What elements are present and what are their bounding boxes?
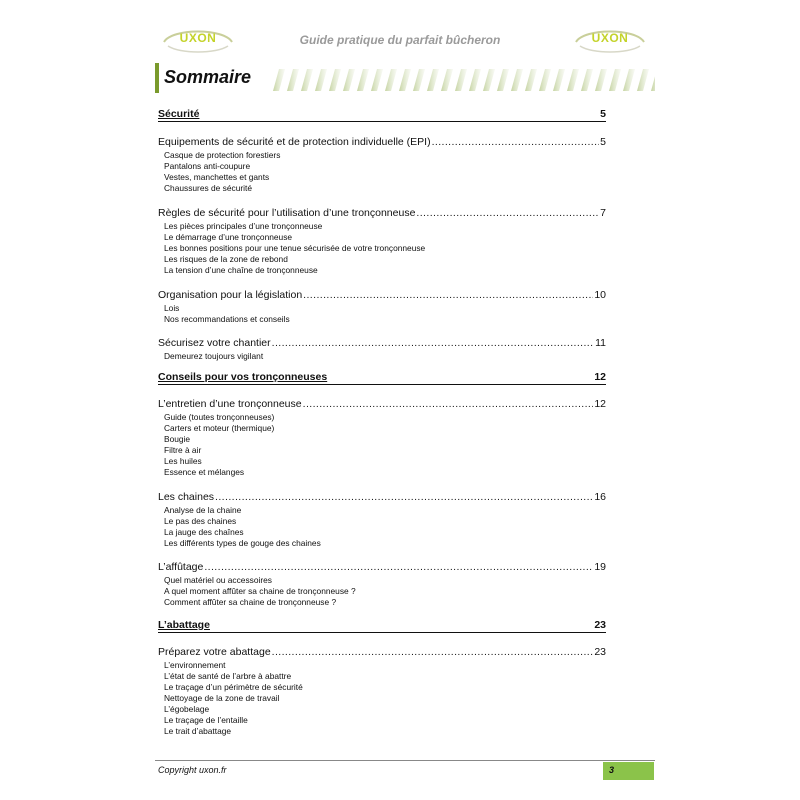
page-number: 3 bbox=[609, 765, 615, 775]
toc-subitem: L’environnement bbox=[164, 660, 226, 670]
toc-subitem: Essence et mélanges bbox=[164, 467, 245, 477]
toc-subitem: Bougie bbox=[164, 434, 191, 444]
toc-section[interactable] bbox=[158, 108, 606, 122]
sommaire-title: Sommaire bbox=[164, 67, 252, 87]
toc-entry[interactable] bbox=[158, 491, 606, 503]
toc-subitem: Le trait d’abattage bbox=[164, 726, 232, 736]
section-page: 5 bbox=[600, 108, 606, 120]
toc-subitem: Les bonnes positions pour une tenue sécurisée de votre tronçonneuse bbox=[164, 243, 426, 253]
toc-subitem: Les risques de la zone de rebond bbox=[164, 254, 288, 264]
toc-subitem: Le traçage de l’entaille bbox=[164, 715, 248, 725]
toc-entry[interactable] bbox=[158, 646, 606, 658]
toc-entry[interactable] bbox=[158, 207, 606, 219]
section-title: L’abattage bbox=[158, 619, 210, 631]
leader-dots bbox=[204, 561, 593, 573]
leader-dots bbox=[272, 337, 594, 349]
decorative-stripes bbox=[273, 69, 655, 91]
toc-subitem: Lois bbox=[164, 303, 180, 313]
copyright-text: Copyright uxon.fr bbox=[158, 765, 227, 775]
leader-dots bbox=[416, 207, 599, 219]
toc-section[interactable] bbox=[158, 619, 606, 633]
section-page: 23 bbox=[594, 619, 606, 631]
toc-subitem: Nos recommandations et conseils bbox=[164, 314, 290, 324]
toc-entry[interactable] bbox=[158, 398, 606, 410]
toc-subitem: Vestes, manchettes et gants bbox=[164, 172, 270, 182]
leader-dots bbox=[303, 289, 593, 301]
page-header bbox=[150, 22, 650, 62]
toc-subitem: Carters et moteur (thermique) bbox=[164, 423, 275, 433]
document-title: Guide pratique du parfait bûcheron bbox=[299, 33, 501, 47]
toc-subitem: L’égobelage bbox=[164, 704, 210, 714]
toc-entry[interactable] bbox=[158, 337, 606, 349]
entry-title: Règles de sécurité pour l’utilisation d’une tronçonneuse bbox=[158, 207, 416, 219]
leader-dots bbox=[215, 491, 593, 503]
entry-page: 16 bbox=[594, 491, 606, 503]
toc-subitem: Demeurez toujours vigilant bbox=[164, 351, 264, 361]
entry-page: 23 bbox=[594, 646, 606, 658]
logo-text: UXON bbox=[591, 31, 629, 45]
toc-entry[interactable] bbox=[158, 289, 606, 301]
entry-title: L’entretien d’une tronçonneuse bbox=[158, 398, 302, 410]
leader-dots bbox=[272, 646, 594, 658]
entry-page: 10 bbox=[594, 289, 606, 301]
toc-subitem: Analyse de la chaine bbox=[164, 505, 242, 515]
entry-page: 5 bbox=[600, 136, 606, 148]
leader-dots bbox=[432, 136, 600, 148]
entry-title: Préparez votre abattage bbox=[158, 646, 271, 658]
toc-subitem: Le démarrage d’une tronçonneuse bbox=[164, 232, 293, 242]
entry-title: Les chaines bbox=[158, 491, 215, 503]
entry-page: 11 bbox=[595, 337, 606, 349]
section-title: Conseils pour vos tronçonneuses bbox=[158, 371, 328, 383]
toc-section[interactable] bbox=[158, 371, 606, 385]
toc-subitem: Casque de protection forestiers bbox=[164, 150, 281, 160]
toc-subitem: Les huiles bbox=[164, 456, 202, 466]
entry-title: L’affûtage bbox=[158, 561, 204, 573]
leader-dots bbox=[303, 398, 594, 410]
entry-title: Equipements de sécurité et de protection individuelle (EPI) bbox=[158, 136, 431, 148]
section-page: 12 bbox=[594, 371, 606, 383]
toc-subitem: Comment affûter sa chaine de tronçonneuse ? bbox=[164, 597, 337, 607]
toc-subitem: Les pièces principales d’une tronçonneuse bbox=[164, 221, 323, 231]
toc-subitem: Pantalons anti-coupure bbox=[164, 161, 251, 171]
sommaire-heading-bar bbox=[155, 63, 655, 93]
toc-subitem: La jauge des chaînes bbox=[164, 527, 244, 537]
toc-subitem: La tension d’une chaîne de tronçonneuse bbox=[164, 265, 318, 275]
toc-subitem: A quel moment affûter sa chaine de tronçonneuse ? bbox=[164, 586, 356, 596]
toc-subitem: Les différents types de gouge des chaines bbox=[164, 538, 321, 548]
toc-subitem: Filtre à air bbox=[164, 445, 202, 455]
toc-subitem: L’état de santé de l’arbre à abattre bbox=[164, 671, 292, 681]
entry-page: 12 bbox=[594, 398, 606, 410]
entry-page: 7 bbox=[600, 207, 606, 219]
footer-divider bbox=[155, 760, 655, 761]
logo-text: UXON bbox=[179, 31, 217, 45]
section-title: Sécurité bbox=[158, 108, 200, 120]
accent-edge bbox=[155, 63, 159, 93]
toc-subitem: Chaussures de sécurité bbox=[164, 183, 252, 193]
toc-entry[interactable] bbox=[158, 561, 606, 573]
uxon-logo-right bbox=[570, 24, 650, 56]
toc-subitem: Guide (toutes tronçonneuses) bbox=[164, 412, 275, 422]
toc-subitem: Le traçage d’un périmètre de sécurité bbox=[164, 682, 303, 692]
entry-title: Sécurisez votre chantier bbox=[158, 337, 271, 349]
toc-entry[interactable] bbox=[158, 136, 606, 148]
page-number-box bbox=[603, 762, 654, 780]
entry-title: Organisation pour la législation bbox=[158, 289, 303, 301]
uxon-logo-left bbox=[158, 24, 238, 56]
toc-subitem: Nettoyage de la zone de travail bbox=[164, 693, 280, 703]
toc-subitem: Le pas des chaines bbox=[164, 516, 237, 526]
entry-page: 19 bbox=[594, 561, 606, 573]
toc-subitem: Quel matériel ou accessoires bbox=[164, 575, 272, 585]
